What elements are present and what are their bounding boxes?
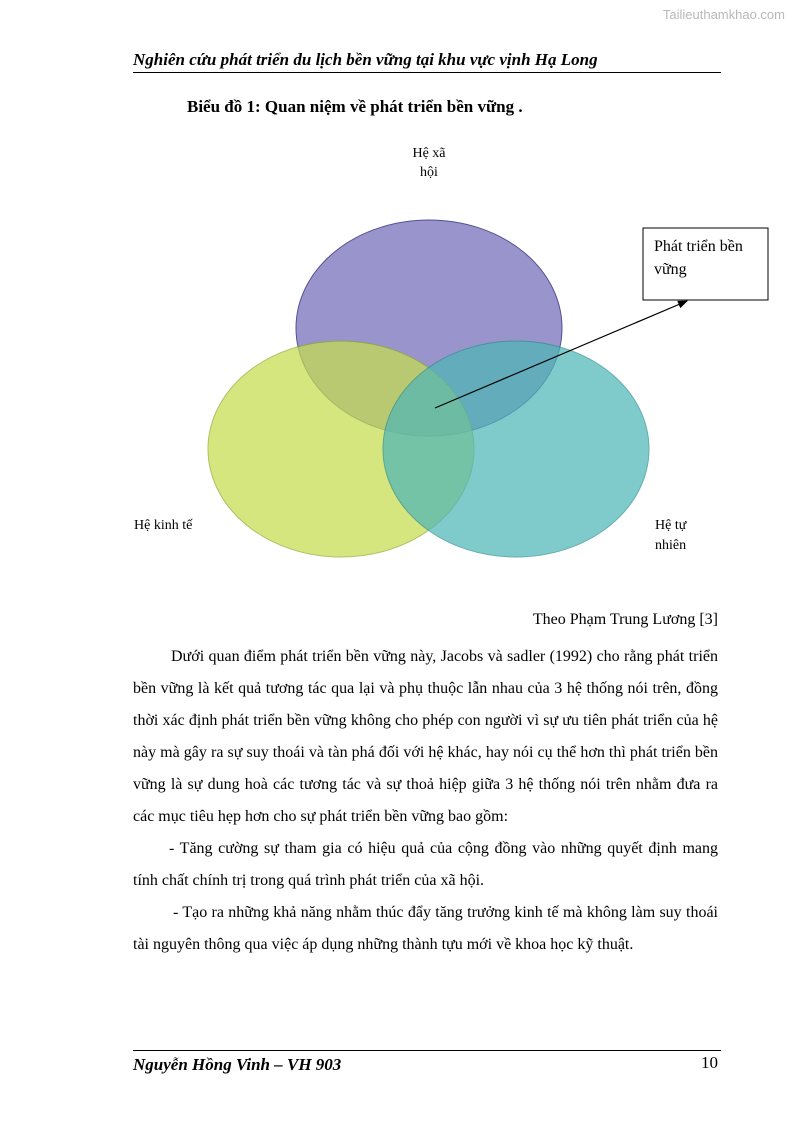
page-header: Nghiên cứu phát triển du lịch bền vững tại khu vực vịnh Hạ Long — [133, 50, 721, 73]
body-paragraph: Dưới quan điểm phát triển bền vững này, Jacobs và sadler (1992) cho rằng phát triển bền vững là kết quả tương tác qua lại và phụ thuộc lẫn nhau của 3 hệ thống nói trên, đồng thời xác định phát triển bền vững không cho phép con người vì sự ưu tiên phát triển của hệ này mà gây ra sự suy thoái và tàn phá đối với hệ khác, hay nói cụ thể hơn thì phát triển bền vững là sự dung hoà các tương tác và sự thoả hiệp giữa 3 hệ thống nói trên nhằm đưa ra các mục tiêu hẹp hơn cho sự phát triển bền vững bao gồm: — [133, 648, 718, 825]
page-number: 10 — [701, 1053, 718, 1072]
figure-title: Biểu đồ 1: Quan niệm về phát triển bền vững . — [187, 97, 523, 116]
footer-author: Nguyễn Hồng Vinh – VH 903 — [133, 1055, 342, 1074]
footer-rule — [133, 1050, 721, 1051]
natural-system-label-line2: nhiên — [655, 538, 687, 553]
natural-system-label-line1: Hệ tự — [655, 518, 687, 533]
figure-source: Theo Phạm Trung Lương [3] — [532, 611, 718, 628]
bullet-item-2: - Tạo ra những khả năng nhằm thúc đẩy tăng trưởng kinh tế mà không làm suy thoái tài nguyên thông qua việc áp dụng những thành tựu mới về khoa học kỹ thuật. — [133, 904, 718, 953]
economic-system-label: Hệ kinh tế — [134, 518, 193, 533]
callout-label-line2: vững — [654, 261, 687, 278]
social-system-label-line2: hội — [420, 165, 438, 180]
body-text — [133, 641, 718, 961]
bullet-item-1: - Tăng cường sự tham gia có hiệu quả của cộng đồng vào những quyết định mang tính chất chính trị trong quá trình phát triển của xã hội. — [133, 840, 718, 889]
callout-label-line1: Phát triển bền — [654, 238, 743, 255]
social-system-label-line1: Hệ xã — [412, 146, 446, 161]
watermark: Tailieuthamkhao.com — [662, 7, 785, 22]
